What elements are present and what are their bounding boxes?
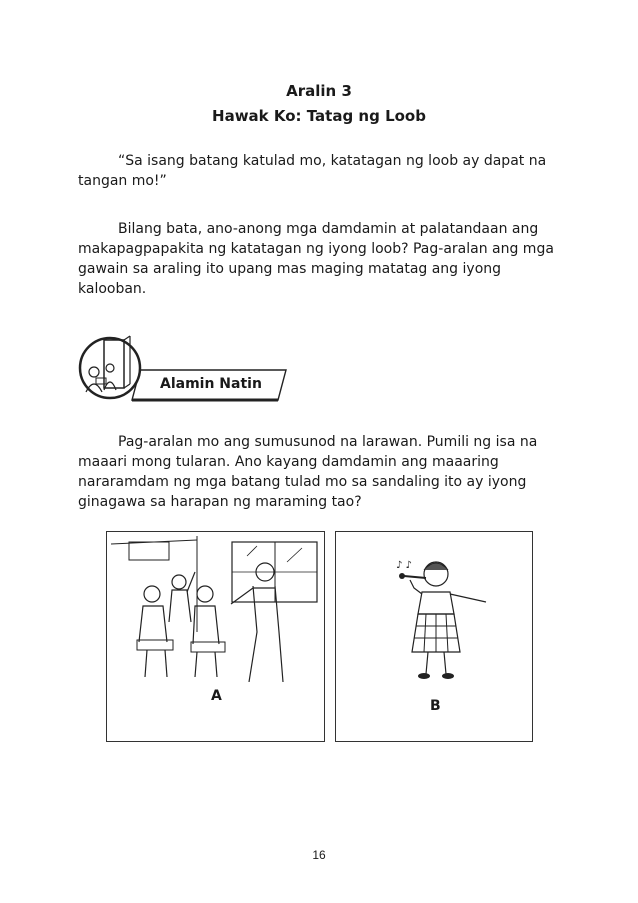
image-b-label: B — [430, 698, 441, 714]
svg-text:♪ ♪: ♪ ♪ — [396, 560, 412, 571]
singing-girl-illustration — [336, 532, 532, 682]
reading-kids-icon — [74, 332, 146, 404]
lesson-number: Aralin 3 — [286, 82, 352, 100]
classroom-illustration — [107, 532, 324, 682]
section-title: Alamin Natin — [160, 376, 262, 392]
page-number: 16 — [312, 848, 326, 862]
image-a-frame — [106, 531, 325, 742]
image-b-frame — [335, 531, 533, 742]
intro-paragraph: Bilang bata, ano-anong mga damdamin at palatandaan ang makapagpapakita ng katatagan ng iyong loob? Pag-aralan ang mga gawain sa araling ito upang mas maging matatag ang iyong kalooban. — [78, 221, 554, 297]
image-a-label: A — [211, 688, 222, 704]
lesson-title: Hawak Ko: Tatag ng Loob — [212, 107, 426, 125]
instruction-paragraph: Pag-aralan mo ang sumusunod na larawan. Pumili ng isa na maaari mong tularan. Ano kayang damdamin ang maaaring nararamdam ng mga batang tulad mo sa sandaling ito ay iyong ginagawa sa harapan ng maraming tao? — [78, 434, 538, 510]
quote-paragraph: “Sa isang batang katulad mo, katatagan ng loob ay dapat na tangan mo!” — [78, 153, 547, 189]
